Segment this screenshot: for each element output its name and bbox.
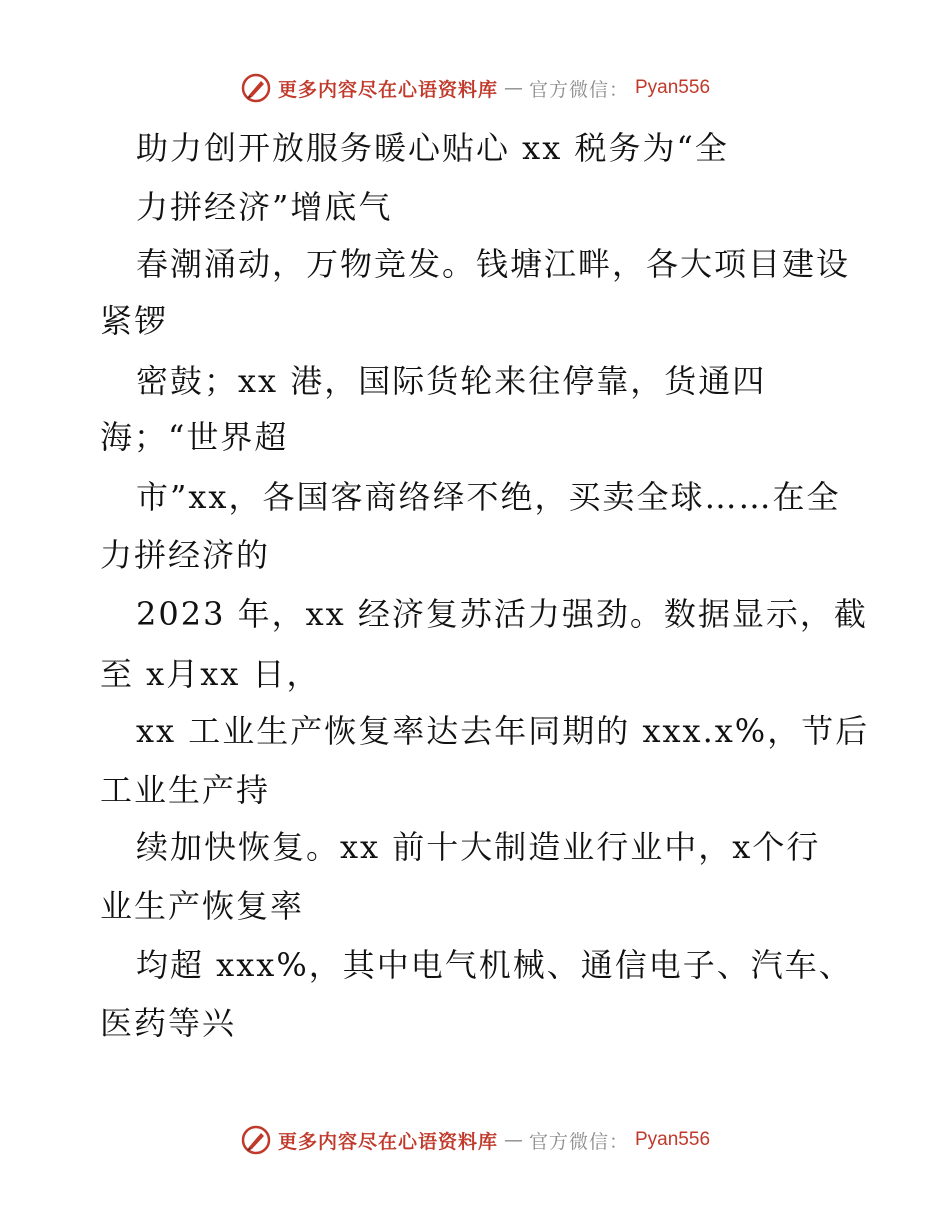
doc-line-14: 业生产恢复率 (100, 887, 305, 925)
doc-line-4: 紧锣 (100, 302, 169, 340)
watermark-separator: — (503, 77, 523, 99)
doc-line-11: xx 工业生产恢复率达去年同期的 xxx.x%，节后 (136, 712, 870, 750)
header-watermark (0, 70, 950, 106)
watermark-wechat-label: 官方微信： (528, 78, 629, 101)
doc-line-15: 均超 xxx%，其中电气机械、通信电子、汽车、 (136, 946, 853, 984)
doc-line-10: 至 x月xx 日， (100, 655, 321, 693)
doc-line-5: 密鼓；xx 港，国际货轮来往停靠，货通四 (136, 362, 767, 400)
pen-logo-icon (240, 1124, 272, 1156)
doc-line-12: 工业生产持 (100, 771, 271, 809)
watermark-wechat-id: Pyan556 (635, 1129, 711, 1150)
doc-line-7: 市”xx，各国客商络绎不绝，买卖全球……在全 (136, 478, 841, 516)
watermark-prefix: 更多内容尽在心语资料库 (277, 78, 498, 101)
watermark-wechat-id: Pyan556 (635, 77, 711, 98)
doc-line-9: 2023 年，xx 经济复苏活力强劲。数据显示，截 (136, 595, 868, 633)
doc-line-3: 春潮涌动，万物竞发。钱塘江畔，各大项目建设 (136, 245, 851, 283)
footer-watermark (0, 1122, 950, 1158)
doc-line-8: 力拼经济的 (100, 536, 271, 574)
doc-line-16: 医药等兴 (100, 1004, 237, 1042)
pen-logo-icon (240, 72, 272, 104)
doc-line-1: 助力创开放服务暖心贴心 xx 税务为“全 (136, 129, 729, 167)
doc-line-6: 海；“世界超 (100, 418, 289, 456)
watermark-wechat-label: 官方微信： (528, 1130, 629, 1153)
watermark-separator: — (503, 1129, 523, 1151)
doc-line-2: 力拼经济”增底气 (136, 188, 393, 226)
doc-line-13: 续加快恢复。xx 前十大制造业行业中，x个行 (136, 828, 821, 866)
watermark-prefix: 更多内容尽在心语资料库 (277, 1130, 498, 1153)
